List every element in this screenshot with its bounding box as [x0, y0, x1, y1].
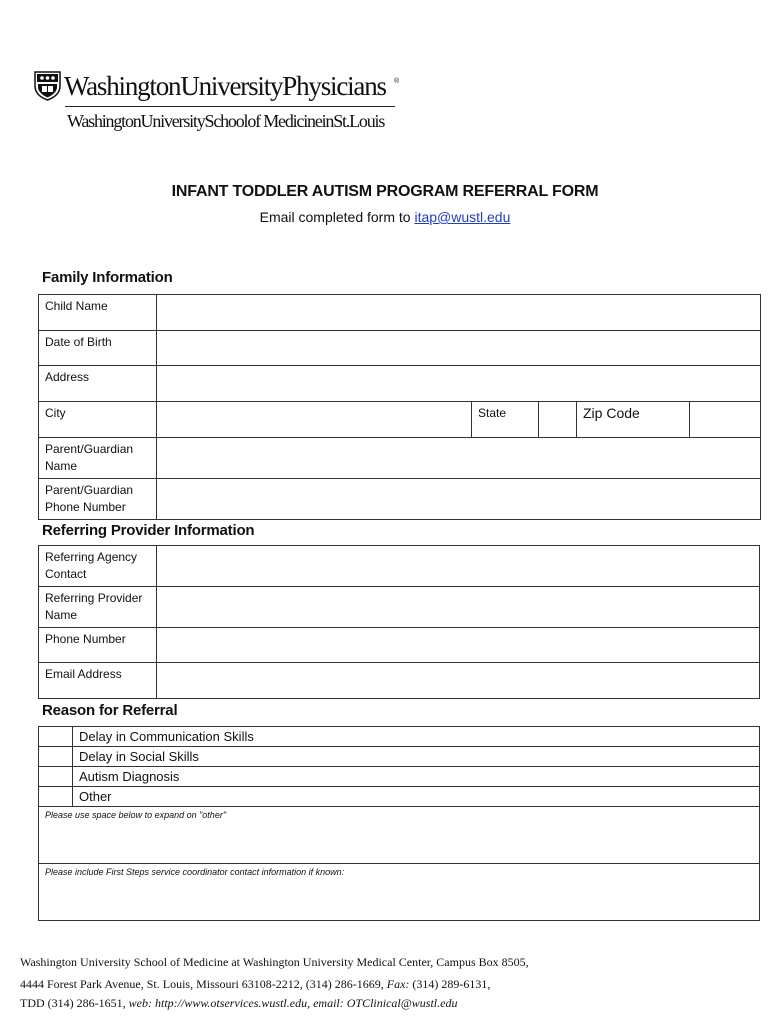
- guardian-phone-field[interactable]: [157, 479, 761, 520]
- provider-info-table: [38, 545, 760, 699]
- provider-info-heading: Referring Provider Information: [42, 522, 255, 539]
- reason-option-autism: Autism Diagnosis: [73, 767, 760, 787]
- provider-name-field[interactable]: [157, 587, 760, 628]
- agency-contact-label: Referring Agency Contact: [39, 546, 157, 587]
- logo-wordmark: WashingtonUniversityPhysicians: [64, 71, 386, 101]
- footer-tdd: TDD (314) 286-1651,: [20, 996, 129, 1010]
- address-field[interactable]: [157, 366, 761, 402]
- provider-phone-field[interactable]: [157, 628, 760, 663]
- provider-email-field[interactable]: [157, 663, 760, 699]
- form-subtitle: [0, 209, 770, 225]
- footer-web-email: web: http://www.otservices.wustl.edu, email: OTClinical@wustl.edu: [128, 996, 458, 1010]
- footer-contact: [20, 951, 529, 1011]
- address-label: Address: [39, 366, 157, 402]
- state-label: State: [472, 402, 539, 438]
- logo-subtitle: WashingtonUniversitySchoolof MedicineinSt.Louis: [67, 111, 385, 131]
- social-checkbox[interactable]: [39, 747, 73, 767]
- logo-divider: [65, 106, 395, 107]
- form-title: INFANT TODDLER AUTISM PROGRAM REFERRAL FORM: [171, 183, 599, 200]
- guardian-name-field[interactable]: [157, 438, 761, 479]
- other-note-text: Please use space below to expand on "other": [45, 810, 227, 820]
- autism-diagnosis-checkbox[interactable]: [39, 767, 73, 787]
- agency-contact-field[interactable]: [157, 546, 760, 587]
- first-steps-note-text: Please include First Steps service coordinator contact information if known:: [45, 867, 345, 877]
- other-explanation-field[interactable]: [39, 807, 760, 864]
- footer-fax-label: Fax:: [386, 977, 410, 991]
- reason-table: [38, 726, 760, 921]
- registered-mark: ®: [394, 78, 400, 85]
- provider-name-label: Referring Provider Name: [39, 587, 157, 628]
- child-name-field[interactable]: [157, 295, 761, 331]
- zip-label: Zip Code: [577, 402, 690, 438]
- guardian-name-label: Parent/Guardian Name: [39, 438, 157, 479]
- child-name-label: Child Name: [39, 295, 157, 331]
- guardian-phone-label: Parent/Guardian Phone Number: [39, 479, 157, 520]
- provider-phone-label: Phone Number: [39, 628, 157, 663]
- city-label: City: [39, 402, 157, 438]
- reason-option-communication: Delay in Communication Skills: [73, 727, 760, 747]
- subtitle-text: Email completed form to: [259, 209, 415, 225]
- footer-line-1: Washington University School of Medicine at Washington University Medical Center, Campus Box 8505,: [20, 955, 529, 969]
- footer-line-3: [20, 995, 529, 1011]
- other-checkbox[interactable]: [39, 787, 73, 807]
- reason-heading: Reason for Referral: [42, 702, 178, 719]
- submission-email-link[interactable]: itap@wustl.edu: [414, 209, 511, 225]
- dob-field[interactable]: [157, 331, 761, 366]
- city-field[interactable]: [157, 402, 472, 438]
- footer-fax-number: (314) 289-6131,: [409, 977, 491, 991]
- zip-field[interactable]: [690, 402, 761, 438]
- footer-line-2: [20, 973, 529, 995]
- family-info-heading: Family Information: [42, 269, 173, 286]
- reason-option-social: Delay in Social Skills: [73, 747, 760, 767]
- footer-address: 4444 Forest Park Avenue, St. Louis, Missouri 63108-2212, (314) 286-1669,: [20, 977, 387, 991]
- dob-label: Date of Birth: [39, 331, 157, 366]
- university-crest-icon: [34, 71, 61, 101]
- wustl-physicians-logo: [34, 70, 406, 132]
- provider-email-label: Email Address: [39, 663, 157, 699]
- state-field[interactable]: [539, 402, 577, 438]
- family-info-table: [38, 294, 761, 520]
- first-steps-field[interactable]: [39, 864, 760, 921]
- reason-option-other: Other: [73, 787, 760, 807]
- communication-checkbox[interactable]: [39, 727, 73, 747]
